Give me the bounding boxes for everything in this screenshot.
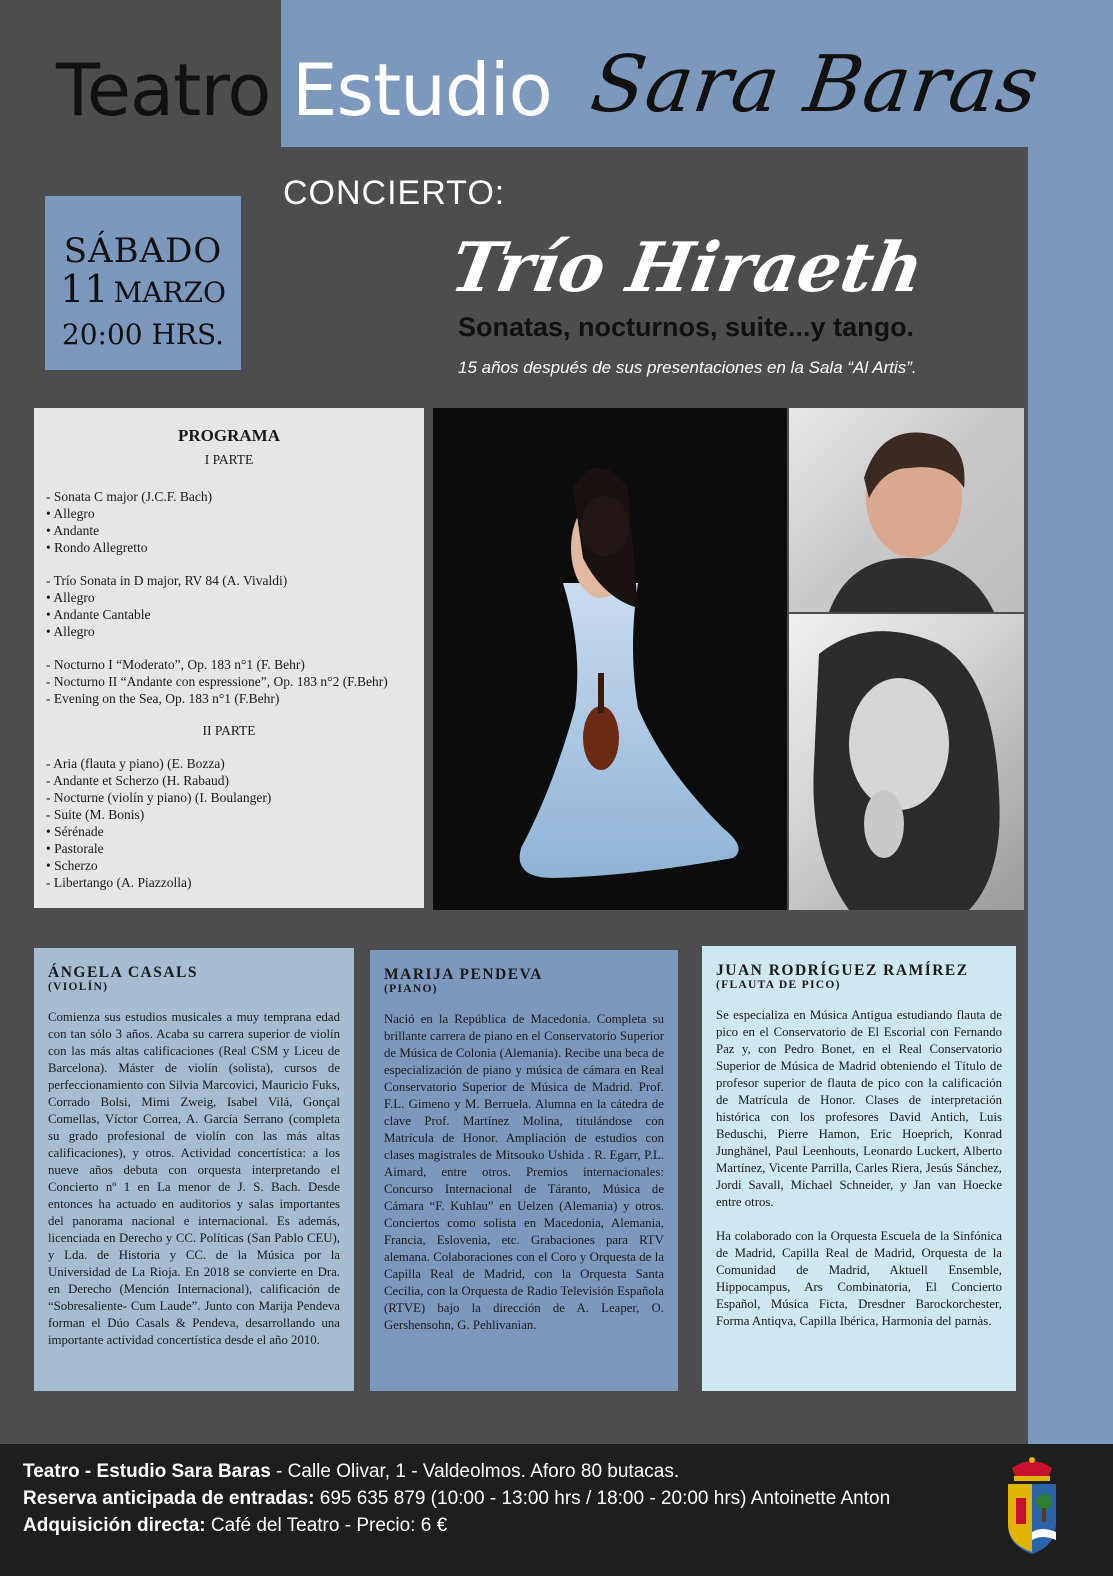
footer-venue-name: Teatro - Estudio Sara Baras — [23, 1461, 271, 1482]
footer-venue-line — [23, 1458, 1113, 1485]
bio-paragraph: Nació en la República de Macedonia. Completa su brillante carrera de piano en el Conservatorio Superior de Música de Colonia (Alemania). Recibe una beca de especialización de piano y música de cámara en Real Conservatorio Superior de Música de Madrid. Prof. F.L. Gimeno y M. Berruela. Alumna en la cátedra de clave Prof. Martínez Molina, titulándose con Matrícula de Honor. Ampliación de estudios con clases magistrales de Mitsouko Ushida . R. Egarr, P.L. Aimard, entre otros. Premios internacionales: Concurso Internacional de Táranto, Música de Cámara “F. Kuhlau” en Uelzen (Alemania) y otros. Conciertos como solista en Macedonia, Alemania, Francia, Eslovenia, etc. Grabaciones para RTV alemana. Colaboraciones con el Coro y Orquesta de la Capilla Real de Madrid, con la Orquesta Santa Cecilia, con la Orquesta de Radio Televisión Española (RTVE) bajo la dirección de A. Leaper, O. Gershensohn, G. Pehlivanian. — [384, 1012, 664, 1332]
program-item: • Allegro — [46, 506, 95, 521]
program-group — [46, 656, 412, 707]
program-item: • Allegro — [46, 624, 95, 639]
program-item: - Nocturne (violín y piano) (I. Boulanger) — [46, 790, 272, 805]
program-item: - Libertango (A. Piazzolla) — [46, 875, 192, 890]
program-item: - Evening on the Sea, Op. 183 n°1 (F.Behr) — [46, 691, 280, 706]
bio-text — [48, 1009, 340, 1349]
bio-name: ÁNGELA CASALS — [48, 964, 198, 981]
program-item: • Pastorale — [46, 841, 104, 856]
concert-name: Trío Hiraeth — [444, 228, 930, 308]
photo-violinist — [433, 408, 787, 910]
program-part1-label: I PARTE — [204, 452, 254, 467]
footer-reservation-label: Reserva anticipada de entradas: — [23, 1488, 315, 1509]
program-part2-list — [46, 755, 412, 891]
program-part1-list — [46, 488, 412, 707]
program-item: - Trío Sonata in D major, RV 84 (A. Vivaldi) — [46, 573, 288, 588]
photo-pianist-man — [789, 408, 1024, 612]
concert-tagline: 15 años después de sus presentaciones en la Sala “Al Artis”. — [458, 358, 917, 377]
photo-flutist-woman — [789, 614, 1024, 910]
program-item: • Andante Cantable — [46, 607, 151, 622]
bio-instrument: (FLAUTA DE PICO) — [716, 979, 841, 991]
footer-venue-address: - Calle Olivar, 1 - Valdeolmos. Aforo 80 butacas. — [270, 1461, 680, 1482]
program-item: - Sonata C major (J.C.F. Bach) — [46, 489, 213, 504]
municipal-crest-icon — [1002, 1454, 1062, 1556]
concert-label: CONCIERTO: — [283, 174, 506, 212]
program-item: - Aria (flauta y piano) (E. Bozza) — [46, 756, 225, 771]
program-item: - Andante et Scherzo (H. Rabaud) — [46, 773, 229, 788]
program-item: - Suite (M. Bonis) — [46, 807, 145, 822]
program-item: • Andante — [46, 523, 100, 538]
bio-paragraph: Se especializa en Música Antigua estudiando flauta de pico en el Conservatorio de El Escorial con Fernando Paz y, con Pedro Bonet, en el Real Conservatorio Superior de Música de Madrid obteniendo el Título de profesor superior de flauta de pico con la calificación de Matrícula de Honor. Clases de interpretación histórica con los profesores David Antich, Luis Beduschi, Pierre Hamon, Eric Hoeprich, Konrad Junghänel, Paul Leenhouts, Leonardo Luckert, Alberto Martínez, Vicente Parrilla, Carles Riera, Jesús Sánchez, Jordi Savall, Michael Schneider, y Jan van Hoecke entre otros. — [716, 1008, 1002, 1209]
program-panel — [34, 408, 424, 908]
footer-purchase-line — [23, 1512, 1113, 1539]
man-portrait-illustration — [789, 408, 1024, 612]
program-group — [46, 572, 412, 640]
concert-subtitle: Sonatas, nocturnos, suite...y tango. — [458, 312, 915, 342]
bio-instrument: (PIANO) — [384, 983, 438, 995]
program-group — [46, 488, 412, 556]
bio-text — [384, 1011, 664, 1334]
title-teatro: Teatro — [56, 48, 271, 132]
program-item: • Allegro — [46, 590, 95, 605]
program-item: - Nocturno I “Moderato”, Op. 183 n°1 (F. Behr) — [46, 657, 305, 672]
bio-marija-pendeva — [370, 950, 678, 1391]
footer-reservation-line — [23, 1485, 1113, 1512]
program-item: • Rondo Allegretto — [46, 540, 148, 555]
footer — [0, 1444, 1113, 1576]
bio-paragraph: Comienza sus estudios musicales a muy temprana edad con tan sólo 3 años. Acaba su carrera superior de violín con las más altas calificaciones (Real CSM y Liceu de Barcelona). Máster de violín (solista), cursos de perfeccionamiento con Silvia Marcovici, Mauricio Fuks, Corrado Bolsi, Mimi Zweig, Isabel Vilá, Gonçal Comellas, Víctor Correa, A. García Serrano (completa su grado profesional de violín con las más altas calificaciones), y otros. Actividad concertística: a los nueve años debuta con orquesta interpretando el Concierto nº 1 en La menor de J. S. Bach. Desde entonces ha actuado en auditorios y salas importantes del panorama nacional e internacional. Es además, licenciada en Derecho y CC. Políticas (San Pablo CEU), y Lda. de Historia y CC. de la Música por la Universidad de La Rioja. En 2018 se convierte en Dra. en Derecho (Mención Internacional), calificación de “Sobresaliente- Cum Laude”. Junto con Marija Pendeva forman el Dúo Casals & Pendeva, desarrollando una importante actividad concertística desde el año 2010. — [48, 1010, 340, 1347]
title-sara-baras: Sara Baras — [585, 40, 1045, 130]
woman-portrait-illustration — [789, 614, 1024, 910]
program-part2-label: II PARTE — [202, 723, 256, 738]
bio-instrument: (VIOLÍN) — [48, 981, 109, 993]
program-item: • Scherzo — [46, 858, 98, 873]
bio-text — [716, 1007, 1002, 1330]
date-time: 20:00 HRS. — [61, 318, 225, 351]
footer-purchase-info: Café del Teatro - Precio: 6 € — [205, 1515, 448, 1536]
date-day: 11 — [60, 267, 109, 311]
footer-purchase-label: Adquisición directa: — [23, 1515, 206, 1536]
date-weekday: SÁBADO — [63, 231, 223, 271]
date-day-month — [45, 267, 241, 316]
date-box — [45, 196, 241, 370]
footer-reservation-info: 695 635 879 (10:00 - 13:00 hrs / 18:00 - 20:00 hrs) Antoinette Anton — [314, 1488, 891, 1509]
program-title: PROGRAMA — [178, 426, 280, 445]
program-item: - Nocturno II “Andante con espressione”, Op. 183 n°2 (F.Behr) — [46, 674, 388, 689]
bio-name: JUAN RODRÍGUEZ RAMÍREZ — [716, 962, 969, 979]
bio-juan-rodriguez — [702, 946, 1016, 1391]
bio-paragraph: Ha colaborado con la Orquesta Escuela de la Sinfónica de Madrid, Capilla Real de Madrid, Orquesta de la Comunidad de Madrid, Aktuell Ensemble, Hippocampus, Ars Combinatoria, El Concierto Español, Música Ficta, Dresdner Barockorchester, Forma Antiqva, Capilla Ibérica, Harmonia del parnàs. — [716, 1229, 1002, 1328]
bio-name: MARIJA PENDEVA — [384, 966, 543, 983]
title-estudio: Estudio — [292, 48, 552, 132]
program-item: • Sérénade — [46, 824, 104, 839]
bio-angela-casals — [34, 948, 354, 1391]
violinist-illustration — [433, 408, 787, 910]
date-month: MARZO — [113, 276, 226, 309]
right-blue-strip — [1028, 0, 1113, 1444]
